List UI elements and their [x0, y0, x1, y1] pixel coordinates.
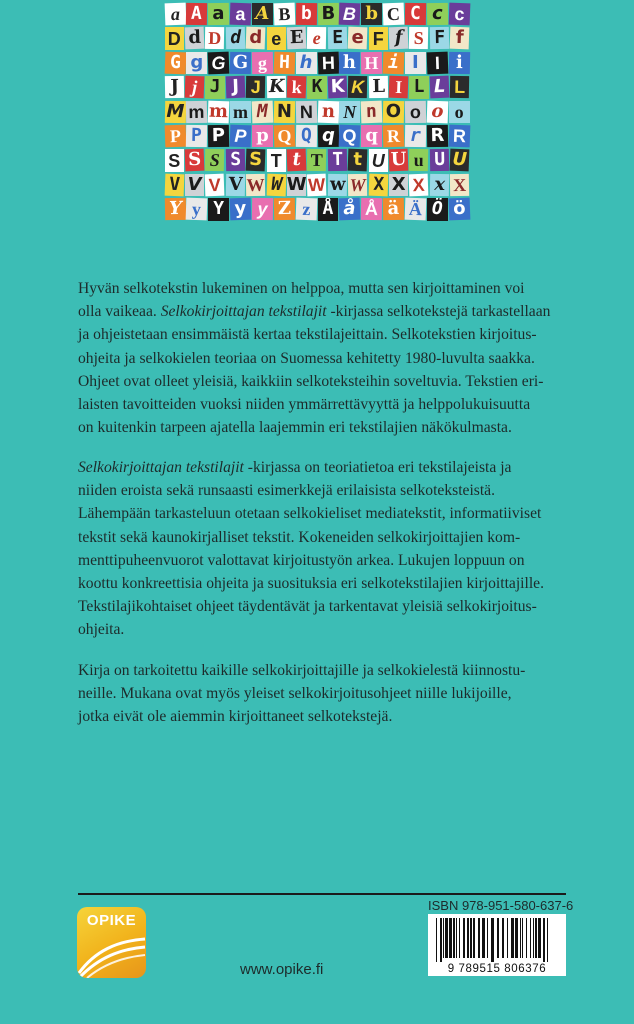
collage-row	[164, 173, 470, 197]
collage-letter: ä	[383, 198, 404, 221]
collage-letter: o	[405, 100, 426, 123]
collage-letter: F	[369, 27, 388, 49]
letter-collage	[164, 2, 470, 246]
text-line: Kirja on tarkoitettu kaikille selkokirjoittajille ja selkokielestä kiinnostu-	[78, 662, 526, 679]
barcode-bar	[445, 918, 448, 958]
collage-letter: C	[405, 3, 426, 26]
collage-letter: w	[329, 173, 346, 196]
collage-letter: B	[339, 3, 361, 26]
collage-letter: S	[409, 27, 429, 50]
collage-letter: O	[383, 100, 404, 123]
collage-letter: W	[349, 174, 367, 196]
text-line: Hyvän selkotekstin lukeminen on helppoa, mutta sen kirjoittaminen voi	[78, 280, 525, 297]
paragraph-intro	[78, 277, 558, 439]
collage-letter: U	[430, 149, 450, 172]
collage-letter: K	[327, 76, 347, 99]
collage-letter: h	[296, 52, 317, 74]
collage-letter: J	[164, 76, 184, 99]
collage-letter: W	[266, 173, 286, 196]
barcode-bar	[520, 918, 521, 958]
collage-letter: N	[339, 101, 360, 123]
collage-letter: P	[208, 125, 229, 148]
barcode-bar	[440, 918, 442, 962]
collage-letter: f	[450, 27, 470, 50]
collage-letter: d	[185, 27, 205, 50]
barcode-bars	[434, 918, 560, 962]
collage-letter: S	[185, 149, 205, 172]
barcode-bar	[449, 918, 452, 958]
collage-letter: a	[164, 3, 186, 26]
collage-letter: R	[448, 125, 470, 148]
divider-line	[78, 893, 566, 895]
book-title-italic: Selkokirjoittajan tekstilajit	[160, 303, 327, 321]
collage-letter: i	[383, 51, 405, 74]
barcode-bar	[543, 918, 545, 962]
collage-letter: G	[208, 51, 230, 74]
paragraph-audience	[78, 659, 558, 729]
barcode-bar	[456, 918, 457, 958]
collage-letter: T	[328, 149, 348, 172]
collage-letter: p	[252, 125, 273, 147]
collage-letter: I	[389, 76, 409, 99]
collage-letter: N	[295, 100, 316, 123]
collage-letter: d	[246, 27, 266, 50]
collage-letter: Q	[273, 125, 295, 148]
collage-letter: L	[368, 76, 388, 99]
collage-letter: F	[430, 27, 450, 50]
barcode-bar	[526, 918, 527, 958]
text-line: on kuitenkin tarpeen ajatella laajemmin eri tekstilajien näkökulmasta.	[78, 419, 512, 437]
book-title-italic: Selkokirjoittajan tekstilajit	[78, 459, 244, 476]
collage-letter: ö	[448, 198, 470, 221]
collage-letter: E	[328, 27, 348, 50]
barcode-bar	[530, 918, 531, 958]
collage-letter: n	[317, 100, 339, 123]
collage-letter: K	[268, 76, 285, 98]
collage-letter: B	[317, 3, 338, 26]
collage-letter: Ä	[405, 198, 427, 221]
collage-letter: y	[230, 198, 252, 221]
collage-letter: D	[205, 27, 225, 50]
collage-letter: V	[185, 174, 204, 196]
collage-letter: L	[429, 76, 449, 99]
barcode-bar	[515, 918, 518, 958]
collage-letter: a	[230, 3, 252, 26]
collage-letter: X	[389, 174, 408, 196]
text-line: ohjeita ja selkokielen teoriaa on Suomessa kehitetty 1980-luvulta saakka.	[78, 349, 535, 367]
collage-letter: R	[383, 125, 405, 148]
collage-letter: t	[287, 149, 307, 172]
barcode-bar	[478, 918, 480, 958]
collage-letter: W	[308, 174, 326, 196]
collage-letter: B	[273, 3, 295, 26]
collage-letter: A	[186, 3, 207, 26]
collage-letter: J	[225, 76, 245, 99]
collage-letter: A	[252, 3, 273, 25]
collage-letter: K	[307, 76, 326, 98]
collage-letter: X	[450, 174, 470, 197]
barcode-bar	[463, 918, 465, 958]
collage-letter: S	[205, 149, 225, 172]
collage-letter: f	[389, 27, 409, 50]
collage-letter: Z	[274, 198, 295, 221]
barcode-bar	[470, 918, 472, 958]
text-line: -kirjassa on teoriatietoa eri tekstilajeista ja	[243, 459, 512, 476]
collage-letter: c	[448, 3, 470, 26]
collage-letter: M	[165, 100, 185, 122]
opike-logo	[77, 907, 146, 978]
collage-letter: j	[185, 76, 205, 99]
collage-letter: R	[427, 125, 448, 148]
collage-letter: V	[205, 173, 225, 196]
isbn-text: ISBN 978-951-580-637-6	[428, 898, 574, 913]
text-line: menttipuheenvuorot valottavat kirjoitustyön arkea. Lukujen loppuun on	[78, 551, 525, 569]
collage-letter: g	[186, 52, 207, 74]
collage-row	[164, 26, 470, 50]
barcode-bar	[538, 918, 541, 958]
collage-letter: S	[246, 149, 266, 172]
collage-letter: n	[361, 100, 383, 123]
text-line: Ohjeet ovat olleet yleisiä, kaikkiin selkoteksteihin soveltuvia. Tekstien eri-	[78, 372, 544, 390]
collage-letter: P	[186, 125, 207, 148]
barcode-bar	[547, 918, 548, 962]
collage-letter: Ö	[427, 198, 448, 220]
collage-letter: c	[427, 3, 448, 26]
collage-letter: P	[230, 125, 252, 148]
barcode-bar	[511, 918, 514, 958]
text-line: -kirjassa selkotekstejä tarkastellaan	[326, 303, 551, 321]
collage-letter: U	[450, 149, 470, 172]
collage-letter: b	[361, 3, 382, 25]
text-line: niiden eroista sekä runsaasti esimerkkejä erilaisista selkoteksteistä.	[78, 482, 496, 500]
collage-letter: S	[165, 149, 184, 171]
collage-letter: Y	[208, 198, 229, 220]
barcode-bar	[459, 918, 460, 958]
collage-row	[164, 124, 470, 148]
barcode-bar	[497, 918, 499, 958]
collage-letter: J	[205, 76, 224, 98]
collage-row	[164, 51, 470, 75]
collage-letter: å	[339, 198, 361, 221]
collage-letter: I	[426, 51, 448, 74]
barcode-number: 9 789515 806376	[447, 963, 547, 975]
collage-letter: r	[405, 125, 426, 148]
barcode-bar	[453, 918, 455, 958]
barcode-bar	[443, 918, 444, 958]
collage-letter: L	[450, 76, 470, 99]
collage-letter: Q	[339, 125, 361, 148]
barcode-bar	[491, 918, 494, 962]
collage-letter: z	[295, 198, 317, 221]
collage-letter: U	[369, 149, 388, 171]
collage-letter: y	[252, 198, 273, 221]
barcode-bar	[533, 918, 534, 958]
barcode-bar	[482, 918, 485, 958]
collage-letter: Q	[295, 125, 316, 148]
logo-text: OPIKE	[86, 912, 137, 929]
collage-letter: Å	[318, 198, 339, 220]
collage-letter: V	[226, 174, 246, 197]
text-line: ohjeita.	[78, 621, 125, 639]
collage-letter: e	[348, 27, 368, 50]
text-line: neille. Mukana ovat myös yleiset selkokirjoitusohjeet niille lukijoille,	[78, 685, 512, 703]
barcode-bar	[507, 918, 508, 958]
collage-letter: P	[164, 125, 186, 148]
collage-letter: X	[409, 173, 429, 196]
collage-row	[164, 2, 470, 26]
collage-letter: H	[273, 51, 295, 74]
collage-letter: k	[287, 76, 307, 99]
collage-letter: E	[287, 27, 307, 50]
collage-letter: q	[361, 125, 382, 147]
collage-letter: X	[368, 173, 388, 196]
text-line: laisten tavoitteiden vuoksi niiden ymmärrettävyyttä ja helppolukuisuutta	[78, 396, 531, 414]
collage-letter: H	[361, 52, 382, 75]
collage-letter: U	[390, 149, 407, 171]
collage-letter: h	[339, 52, 360, 75]
collage-letter: J	[246, 76, 266, 99]
collage-letter: K	[348, 76, 368, 99]
collage-letter: G	[164, 51, 186, 74]
collage-letter: q	[317, 125, 338, 148]
collage-letter: o	[449, 101, 470, 123]
collage-letter: g	[252, 52, 273, 75]
collage-letter: e	[267, 27, 286, 49]
collage-row	[164, 197, 470, 221]
collage-letter: C	[383, 3, 405, 26]
collage-letter: m	[230, 101, 251, 123]
barcode-bar	[467, 918, 469, 958]
collage-row	[164, 148, 470, 172]
collage-letter: L	[409, 76, 428, 98]
collage-letter: V	[164, 173, 184, 196]
collage-letter: o	[426, 100, 448, 123]
text-line: koottu konkreettisia ohjeita ja suosituksia eri selkotekstilajien kirjoittajille.	[78, 575, 544, 593]
text-line: olla vaikeaa.	[78, 303, 161, 321]
paragraph-contents	[78, 456, 558, 642]
text-line: Tekstilajikohtaiset ohjeet täydentävät ja tarkentavat yleisiä selkokirjoitus-	[78, 598, 537, 616]
collage-letter: Y	[164, 198, 185, 221]
collage-row	[164, 100, 470, 124]
barcode-bar	[535, 918, 537, 958]
collage-letter: b	[295, 3, 316, 26]
barcode-bar	[522, 918, 523, 958]
barcode	[428, 914, 566, 976]
collage-letter: H	[317, 51, 339, 74]
collage-letter: m	[186, 100, 207, 123]
collage-row	[164, 75, 470, 99]
collage-letter: W	[286, 173, 307, 195]
website-url: www.opike.fi	[240, 961, 324, 978]
collage-letter: D	[165, 27, 184, 49]
collage-letter: y	[186, 198, 208, 221]
collage-letter: M	[252, 100, 274, 123]
collage-letter: d	[226, 27, 246, 50]
collage-letter: S	[226, 149, 246, 172]
text-line: tekstit sekä kaunokirjalliset tekstit. Kokeneiden selkokirjoittajien kom-	[78, 528, 521, 546]
barcode-bar	[436, 918, 437, 962]
text-line: Lähempään tarkasteluun otetaan selkokieliset mediatekstit, informatiiviset	[78, 505, 542, 523]
collage-letter: u	[409, 149, 429, 172]
collage-letter: W	[246, 174, 266, 196]
collage-letter: G	[230, 52, 251, 75]
collage-letter: I	[405, 52, 426, 74]
collage-letter: Å	[361, 198, 382, 221]
collage-letter: i	[448, 52, 469, 75]
collage-letter: T	[307, 149, 327, 172]
barcode-bar	[487, 918, 488, 958]
barcode-bar	[473, 918, 475, 958]
collage-letter: e	[307, 27, 327, 50]
collage-letter: a	[208, 3, 229, 26]
collage-letter: N	[274, 100, 295, 123]
text-line: ja ohjeistetaan ensimmäistä kertaa tekstilajeittain. Selkotekstien kirjoitus-	[78, 326, 537, 344]
text-line: jotka eivät ole aiemmin kirjoittaneet selkotekstejä.	[78, 708, 393, 726]
barcode-bar	[502, 918, 504, 958]
collage-letter: T	[267, 149, 286, 171]
collage-letter: x	[430, 174, 450, 197]
collage-letter: m	[208, 100, 229, 123]
collage-letter: t	[348, 149, 368, 172]
